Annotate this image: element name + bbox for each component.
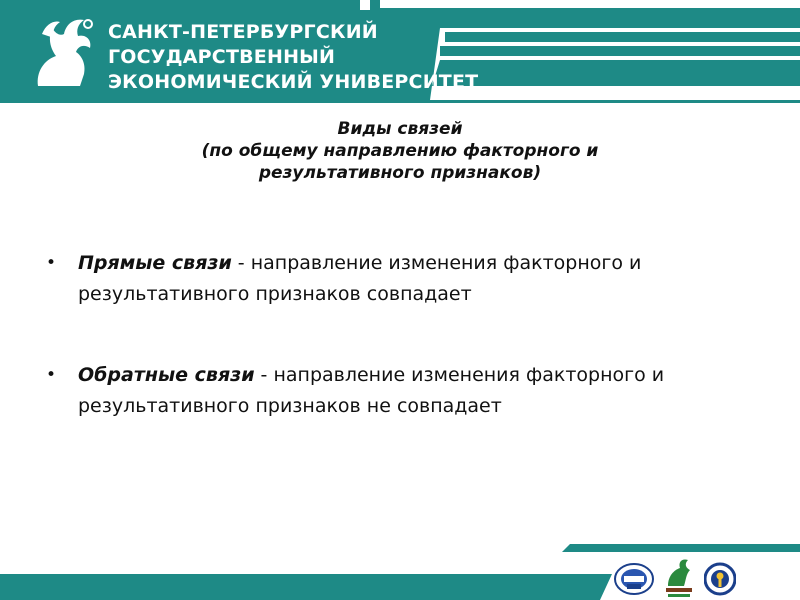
university-name-line3: ЭКОНОМИЧЕСКИЙ УНИВЕРСИТЕТ <box>108 71 479 93</box>
bullet-term: Прямые связи <box>78 252 232 274</box>
header-banner <box>0 0 800 106</box>
bullet-term: Обратные связи <box>78 364 255 386</box>
bullet-text: - направление изменения факторного и результативного признаков совпадает <box>78 252 642 305</box>
bullet-item <box>40 248 760 310</box>
bullet-text: - направление изменения факторного и результативного признаков не совпадает <box>78 364 665 417</box>
bullet-list <box>40 248 760 472</box>
sign-emblem-icon <box>704 562 736 596</box>
footer-band <box>0 540 800 600</box>
title-line3: результативного признаков) <box>258 163 542 183</box>
bullet-item <box>40 360 760 422</box>
finek-griffin-icon <box>664 556 694 598</box>
bullet-dot-icon: • <box>46 365 57 385</box>
university-name-line1: САНКТ-ПЕТЕРБУРГСКИЙ <box>108 21 378 43</box>
title-line1: Виды связей <box>337 119 463 139</box>
title-line2: (по общему направлению факторного и <box>201 141 599 161</box>
slide-title <box>100 118 700 184</box>
university-name-line2: ГОСУДАРСТВЕННЫЙ <box>108 46 336 68</box>
university-name <box>108 20 478 95</box>
finec-logo-icon <box>614 562 654 596</box>
bullet-dot-icon: • <box>46 253 57 273</box>
griffin-icon <box>30 12 102 92</box>
